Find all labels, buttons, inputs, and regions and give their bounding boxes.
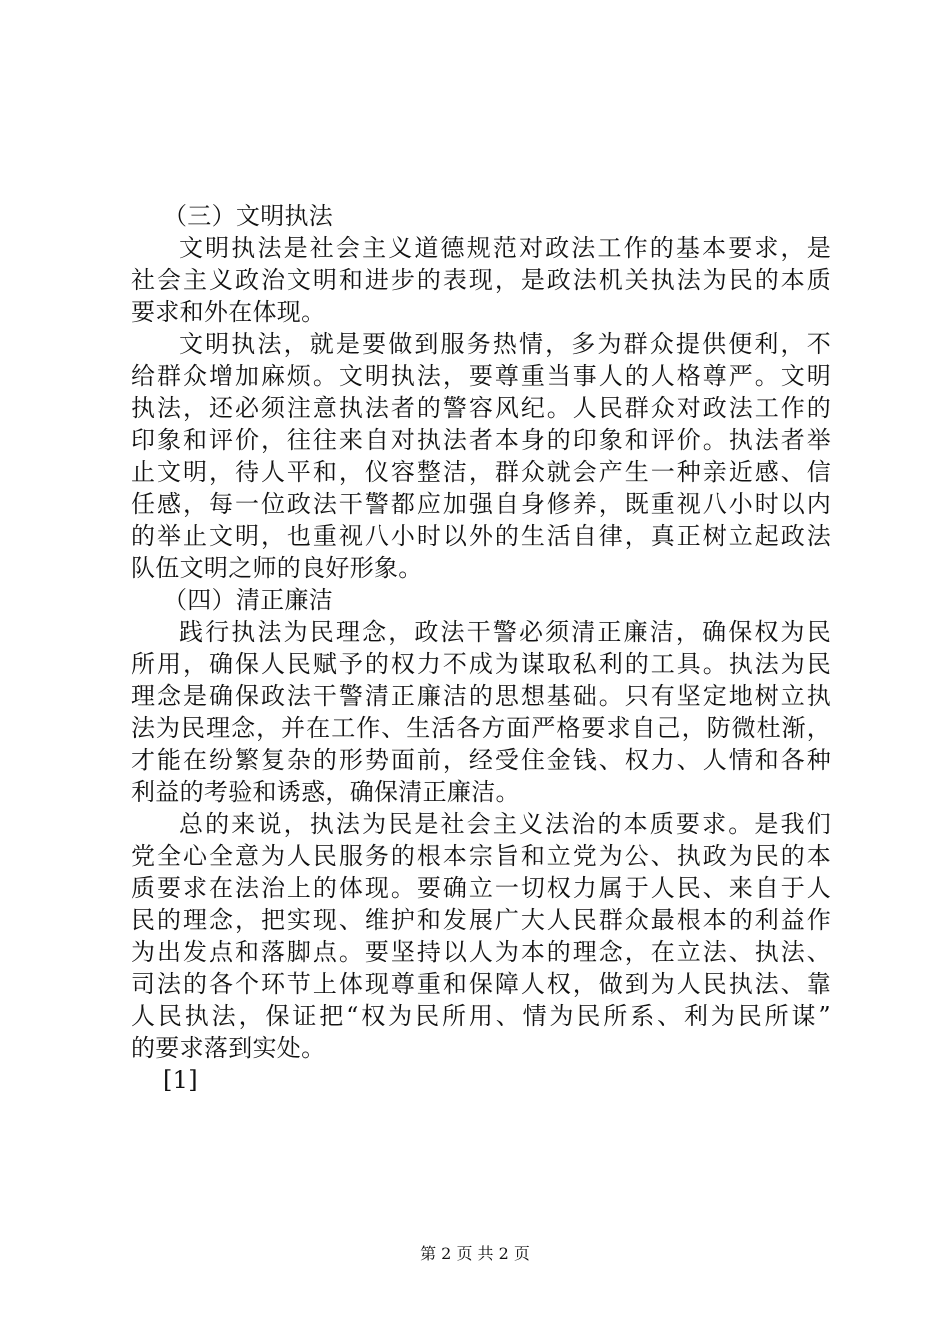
paragraph-line: 止文明，待人平和，仪容整洁，群众就会产生一种亲近感、信 (131, 458, 831, 486)
paragraph-line: 民的理念，把实现、维护和发展广大人民群众最根本的利益作 (131, 906, 831, 934)
paragraph-line: 印象和评价，往往来自对执法者本身的印象和评价。执法者举 (131, 426, 831, 454)
footnote-reference: [1] (163, 1066, 198, 1094)
paragraph-line: 社会主义政治文明和进步的表现，是政法机关执法为民的本质 (131, 266, 831, 294)
paragraph-line: 党全心全意为人民服务的根本宗旨和立党为公、执政为民的本 (131, 842, 831, 870)
paragraph-line: 质要求在法治上的体现。要确立一切权力属于人民、来自于人 (131, 874, 831, 902)
paragraph-line: 的要求落到实处。 (131, 1034, 326, 1062)
section-heading: （三）文明执法 (163, 202, 334, 230)
paragraph-line: 任感，每一位政法干警都应加强自身修养，既重视八小时以内 (131, 490, 831, 518)
paragraph-line: 文明执法是社会主义道德规范对政法工作的基本要求，是 (179, 234, 831, 262)
document-body (131, 200, 831, 1096)
paragraph-line: 的举止文明，也重视八小时以外的生活自律，真正树立起政法 (131, 522, 831, 550)
section-heading: （四）清正廉洁 (163, 586, 334, 614)
paragraph-line: 执法，还必须注意执法者的警容风纪。人民群众对政法工作的 (131, 394, 831, 422)
paragraph-line: 队伍文明之师的良好形象。 (131, 554, 423, 582)
paragraph-line: 人民执法，保证把“权为民所用、情为民所系、利为民所谋” (131, 1002, 831, 1030)
paragraph-line: 文明执法，就是要做到服务热情，多为群众提供便利，不 (179, 330, 831, 358)
paragraph-line: 为出发点和落脚点。要坚持以人为本的理念，在立法、执法、 (131, 938, 831, 966)
paragraph-line: 理念是确保政法干警清正廉洁的思想基础。只有坚定地树立执 (131, 682, 831, 710)
page-footer: 第 2 页 共 2 页 (420, 1244, 530, 1263)
paragraph-line: 给群众增加麻烦。文明执法，要尊重当事人的人格尊严。文明 (131, 362, 831, 390)
paragraph-line: 践行执法为民理念，政法干警必须清正廉洁，确保权为民 (179, 618, 831, 646)
paragraph-line: 所用，确保人民赋予的权力不成为谋取私利的工具。执法为民 (131, 650, 831, 678)
paragraph-line: 利益的考验和诱惑，确保清正廉洁。 (131, 778, 520, 806)
paragraph-line: 法为民理念，并在工作、生活各方面严格要求自己，防微杜渐， (131, 714, 831, 742)
paragraph-line: 总的来说，执法为民是社会主义法治的本质要求。是我们 (179, 810, 831, 838)
paragraph-line: 要求和外在体现。 (131, 298, 326, 326)
paragraph-line: 才能在纷繁复杂的形势面前，经受住金钱、权力、人情和各种 (131, 746, 831, 774)
paragraph-line: 司法的各个环节上体现尊重和保障人权，做到为人民执法、靠 (131, 970, 831, 998)
